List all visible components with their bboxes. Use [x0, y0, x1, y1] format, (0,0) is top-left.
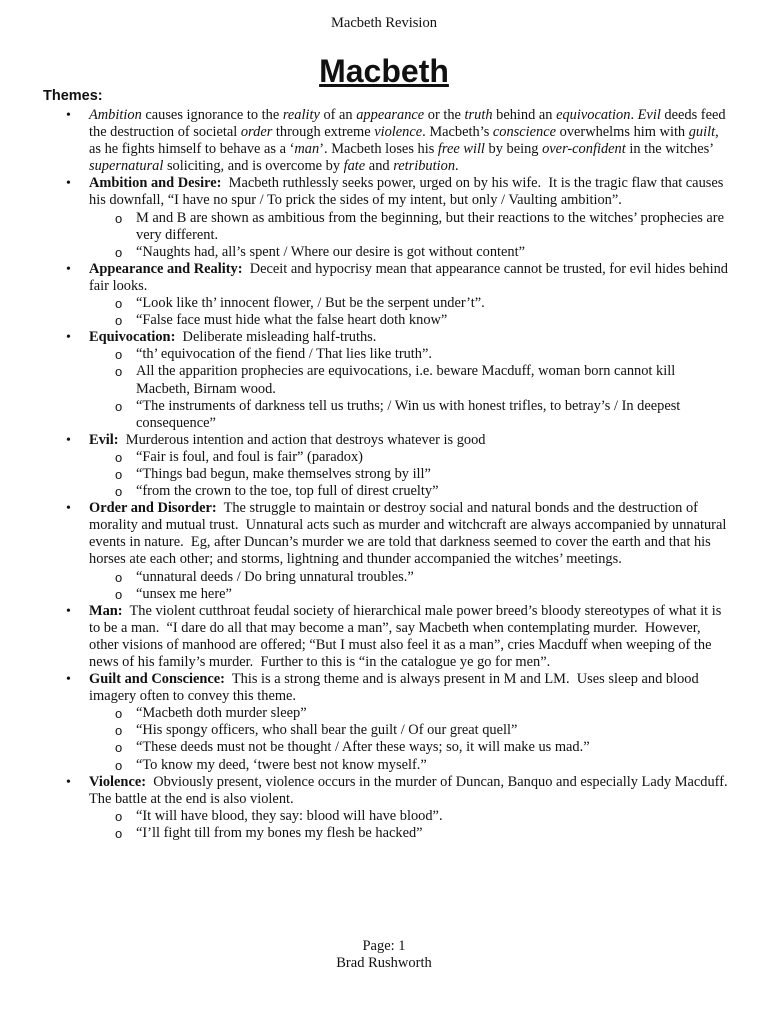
theme-quote: o “unsex me here”	[0, 586, 768, 603]
theme-item	[0, 329, 768, 346]
theme-quote: o “These deeds must not be thought / After these ways; so, it will make us mad.”	[0, 739, 768, 756]
theme-quote: o “It will have blood, they say: blood will have blood”.	[0, 808, 768, 825]
theme-description: Deliberate misleading half-truths.	[175, 329, 377, 346]
intro-text: behind an	[492, 107, 557, 123]
intro-keyword: Ambition	[89, 107, 142, 123]
intro-text: , as he fights himself to behave as a ‘	[89, 124, 719, 158]
intro-keyword: man	[294, 141, 320, 158]
intro-keyword: fate	[343, 158, 366, 175]
theme-quote: o “I’ll fight till from my bones my flesh be hacked”	[0, 825, 768, 842]
intro-text: in the witches’	[625, 141, 713, 158]
theme-item	[0, 774, 768, 808]
theme-quote: o All the apparition prophecies are equivocations, i.e. beware Macduff, woman born cannot kill Macbeth, Birnam wood.	[0, 363, 768, 397]
theme-quote: o “The instruments of darkness tell us truths; / Win us with honest trifles, to betray’s / In deepest consequence”	[0, 398, 768, 432]
theme-description: Murderous intention and action that destroys whatever is good	[118, 431, 486, 448]
intro-text: . Macbeth’s	[422, 124, 493, 141]
theme-description: This is a strong theme and is always present in M and LM. Uses sleep and blood imagery often to convey this theme.	[89, 671, 703, 705]
intro-keyword: retribution	[393, 158, 456, 175]
theme-description: The violent cutthroat feudal society of hierarchical male power breed’s bloody stereotypes of what it is to be a man. “I dare do all that may become a man”, say Macbeth when contemplating murder. However, other visions of manhood are offered; “But I must also feel it as a man”, cries Macduff when weeping of the news of his family’s murder. Further to this is “in the catalogue ye go for men”.	[89, 602, 725, 670]
intro-text: overwhelms him with	[556, 124, 689, 141]
document-title: Macbeth	[319, 53, 449, 89]
intro-keyword: over-confident	[542, 141, 626, 158]
page-number: Page: 1	[362, 938, 406, 954]
intro-text: .	[455, 158, 459, 175]
theme-quote: o “His spongy officers, who shall bear the guilt / Of our great quell”	[0, 722, 768, 739]
theme-quote: o “False face must hide what the false heart doth know”	[0, 312, 768, 329]
theme-quote: o “Things bad begun, make themselves strong by ill”	[0, 466, 768, 483]
intro-text: causes ignorance to the	[141, 107, 283, 123]
page-header: Macbeth Revision	[331, 15, 437, 31]
theme-name: Evil:	[89, 431, 119, 448]
theme-quote: o “unnatural deeds / Do bring unnatural troubles.”	[0, 569, 768, 586]
theme-description: Deceit and hypocrisy mean that appearance cannot be trusted, for evil hides behind fair looks.	[89, 260, 732, 294]
theme-item	[0, 500, 768, 568]
intro-keyword: equivocation	[556, 107, 631, 123]
intro-keyword: reality	[282, 107, 320, 123]
intro-keyword: supernatural	[89, 158, 164, 175]
theme-item	[0, 671, 768, 705]
themes-container	[0, 175, 768, 842]
intro-keyword: Evil	[637, 107, 661, 123]
theme-quote: o “Fair is foul, and foul is fair” (paradox)	[0, 449, 768, 466]
page-footer	[0, 938, 768, 972]
intro-keyword: order	[240, 124, 273, 141]
theme-description: Macbeth ruthlessly seeks power, urged on by his wife. It is the tragic flaw that causes his downfall, “I have no spur / To prick the sides of my intent, but only / Vaulting ambition”.	[89, 175, 727, 209]
intro-text: of an	[319, 107, 357, 123]
theme-name: Man:	[89, 602, 123, 619]
intro-keyword: violence	[374, 124, 423, 141]
theme-item	[0, 603, 768, 671]
intro-keyword: truth	[464, 107, 493, 123]
themes-heading: Themes:	[43, 88, 103, 104]
intro-text: .	[630, 107, 638, 123]
intro-text: through extreme	[272, 124, 375, 141]
theme-quote: o “To know my deed, ‘twere best not know myself.”	[0, 757, 768, 774]
intro-keyword: appearance	[356, 107, 425, 123]
intro-text: deeds feed the destruction of societal	[89, 107, 726, 141]
intro-bullet	[0, 107, 768, 175]
theme-quote: o “Naughts had, all’s spent / Where our desire is got without content”	[0, 244, 768, 261]
theme-description: Obviously present, violence occurs in the murder of Duncan, Banquo and especially Lady Macduff. The battle at the end is also violent.	[89, 773, 735, 807]
intro-text: by being	[484, 141, 543, 158]
theme-name: Violence:	[89, 773, 147, 790]
intro-text: ’. Macbeth loses his	[319, 141, 438, 158]
intro-keyword: free will	[437, 141, 485, 158]
intro-text: soliciting, and is overcome by	[163, 158, 344, 175]
theme-name: Order and Disorder:	[89, 500, 217, 517]
theme-description: The struggle to maintain or destroy social and natural bonds and the destruction of morality and mutual trust. Unnatural acts such as murder and witchcraft are always accompanied by unnatural events in nature. Eg, after Duncan’s murder we are told that darkness seemed to cover the earth and that his horses ate each other; and storms, lightning and thunder accompanied the witches’ meetings.	[89, 500, 730, 568]
intro-text: or the	[424, 107, 465, 123]
theme-quote: o M and B are shown as ambitious from the beginning, but their reactions to the witches’ prophecies are very different.	[0, 210, 768, 244]
intro-keyword: guilt	[688, 124, 716, 141]
theme-name: Guilt and Conscience:	[89, 671, 225, 688]
intro-text: and	[365, 158, 394, 175]
theme-quote: o “th’ equivocation of the fiend / That lies like truth”.	[0, 346, 768, 363]
theme-name: Appearance and Reality:	[89, 260, 243, 277]
theme-name: Ambition and Desire:	[89, 175, 222, 192]
theme-quote: o “Macbeth doth murder sleep”	[0, 705, 768, 722]
theme-item	[0, 261, 768, 295]
theme-item	[0, 175, 768, 209]
author-name: Brad Rushworth	[336, 955, 432, 971]
theme-name: Equivocation:	[89, 329, 176, 346]
theme-quote: o “Look like th’ innocent flower, / But be the serpent under’t”.	[0, 295, 768, 312]
theme-quote: o “from the crown to the toe, top full of direst cruelty”	[0, 483, 768, 500]
theme-item	[0, 432, 768, 449]
intro-keyword: conscience	[492, 124, 557, 141]
themes-list	[0, 107, 768, 842]
